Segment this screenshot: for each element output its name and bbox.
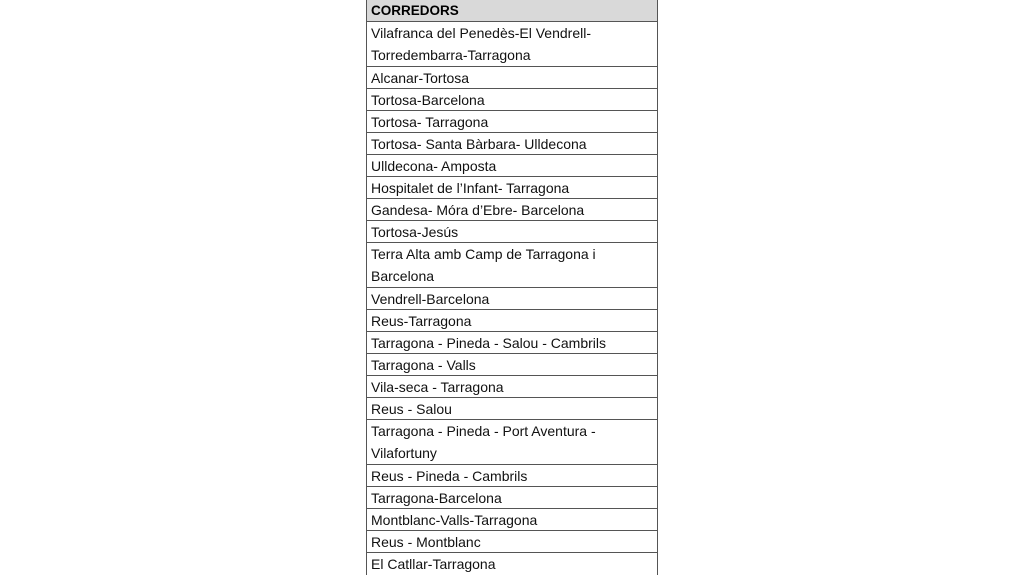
table-row: Montblanc-Valls-Tarragona bbox=[367, 509, 657, 531]
table-row: Vendrell-Barcelona bbox=[367, 288, 657, 310]
table-row: Tarragona - Valls bbox=[367, 354, 657, 376]
table-row: Tarragona-Barcelona bbox=[367, 487, 657, 509]
table-row: Gandesa- Móra d’Ebre- Barcelona bbox=[367, 199, 657, 221]
table-row: Tarragona - Pineda - Port Aventura - Vilafortuny bbox=[367, 420, 657, 465]
table-row: Reus - Pineda - Cambrils bbox=[367, 465, 657, 487]
table-row: El Catllar-Tarragona bbox=[371, 556, 496, 572]
table-header: CORREDORS bbox=[367, 0, 657, 22]
table-row: Reus - Montblanc bbox=[367, 531, 657, 553]
table-row: Tarragona - Pineda - Salou - Cambrils bbox=[367, 332, 657, 354]
table-row: Tortosa-Jesús bbox=[367, 221, 657, 243]
table-row: Hospitalet de l’Infant- Tarragona bbox=[367, 177, 657, 199]
table-row: Tortosa- Santa Bàrbara- Ulldecona bbox=[367, 133, 657, 155]
table-row: Vilafranca del Penedès-El Vendrell-Torredembarra-Tarragona bbox=[367, 22, 657, 67]
table-row: Reus - Salou bbox=[367, 398, 657, 420]
table-row: Vila-seca - Tarragona bbox=[367, 376, 657, 398]
table-row: Terra Alta amb Camp de Tarragona i Barcelona bbox=[367, 243, 657, 288]
table-row: Reus-Tarragona bbox=[367, 310, 657, 332]
table-row: Tortosa-Barcelona bbox=[367, 89, 657, 111]
table-row: Alcanar-Tortosa bbox=[367, 67, 657, 89]
table-row: Tortosa- Tarragona bbox=[367, 111, 657, 133]
corridors-table bbox=[366, 0, 658, 575]
table-row: Ulldecona- Amposta bbox=[367, 155, 657, 177]
